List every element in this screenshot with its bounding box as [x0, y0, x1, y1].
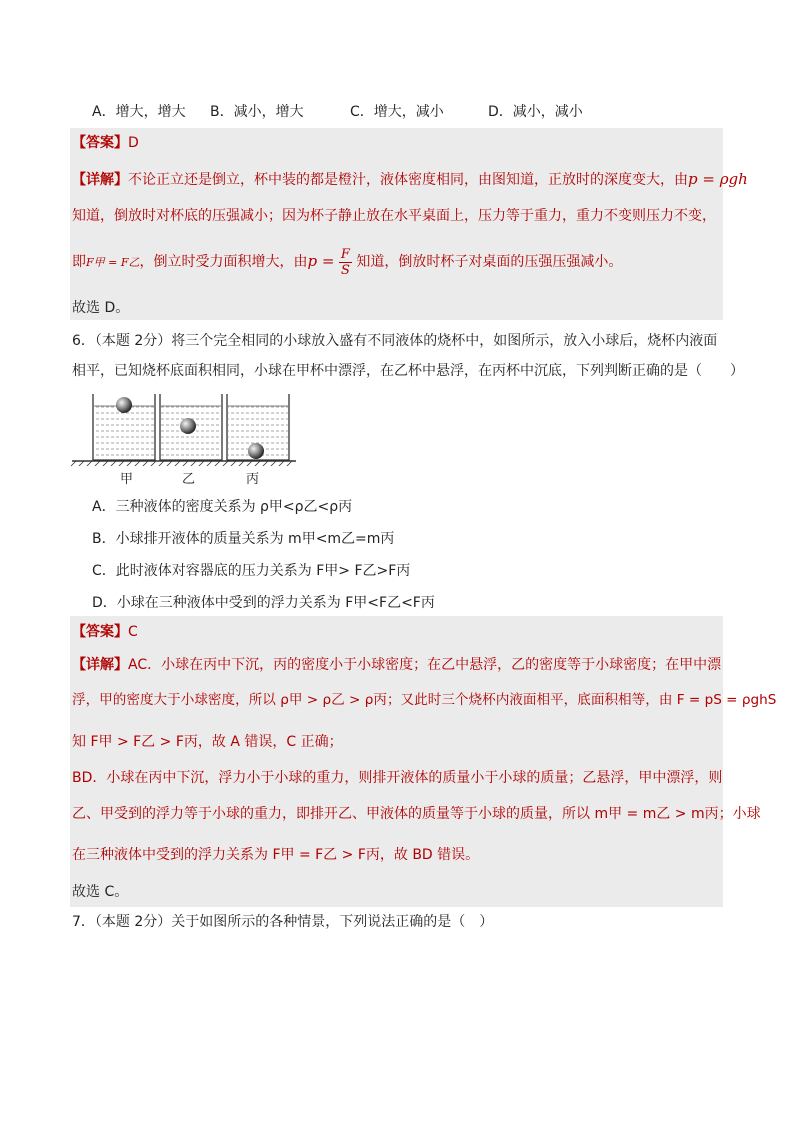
q5-detail-text-3a: 即 — [72, 254, 86, 270]
q6-detail-line-2: 浮，甲的密度大于小球密度，所以 ρ甲 > ρ乙 > ρ丙；又此时三个烧杯内液面相平，底面积相等，由 F = pS = ρghS — [72, 692, 777, 708]
q6-answer — [72, 622, 138, 642]
q6-detail-line-4: BD．小球在丙中下沉，浮力小于小球的重力，则排开液体的质量小于小球的质量；乙悬浮，甲中漂浮，则 — [72, 770, 723, 786]
formula-p: p = — [307, 252, 335, 270]
q5-detail-line-1 — [72, 169, 748, 190]
ball-floating — [116, 397, 132, 413]
q6-option-c: C．此时液体对容器底的压力关系为 F甲> F乙>F丙 — [92, 563, 411, 579]
fraction-f-over-s — [339, 247, 352, 278]
beaker-yi — [160, 394, 222, 460]
q5-detail-line-3 — [72, 244, 622, 280]
beaker-jia — [93, 394, 155, 460]
q6-option-d: D．小球在三种液体中受到的浮力关系为 F甲<F乙<F丙 — [92, 595, 435, 611]
q5-detail-text-3b: ，倒立时受力面积增大，由 — [139, 254, 308, 270]
q5-conclusion: 故选 D。 — [72, 300, 130, 316]
answer-tag: 【答案】 — [72, 624, 128, 640]
beaker-bing — [227, 394, 289, 460]
formula-pressure: p = ρgh — [688, 170, 748, 188]
q5-answer — [72, 133, 139, 153]
q6-detail-text-1: AC．小球在丙中下沉，丙的密度小于小球密度；在乙中悬浮，乙的密度等于小球密度；在甲中漂 — [128, 657, 722, 673]
label-jia: 甲 — [120, 472, 134, 487]
label-bing: 丙 — [246, 472, 260, 487]
answer-value: C — [128, 624, 138, 640]
q6-detail-line-5: 乙、甲受到的浮力等于小球的重力，即排开乙、甲液体的质量等于小球的质量，所以 m甲 = m乙 > m丙；小球 — [72, 806, 761, 822]
detail-tag: 【详解】 — [72, 657, 128, 673]
q6-detail-line-3: 知 F甲 > F乙 > F丙，故 A 错误，C 正确； — [72, 734, 343, 750]
answer-tag: 【答案】 — [72, 135, 128, 151]
q5-detail-text-1: 不论正立还是倒立，杯中装的都是橙汁，液体密度相同，由图知道，正放时的深度变大，由 — [128, 172, 688, 188]
formula-force-equal: F甲 = F乙 — [86, 256, 140, 269]
label-yi: 乙 — [182, 472, 196, 487]
q6-option-a: A．三种液体的密度关系为 ρ甲<ρ乙<ρ丙 — [92, 499, 353, 515]
q5-options — [92, 102, 583, 122]
detail-tag: 【详解】 — [72, 172, 128, 188]
ball-suspended — [180, 418, 196, 434]
q6-conclusion: 故选 C。 — [72, 884, 129, 900]
answer-value: D — [128, 135, 139, 151]
q6-detail-line-6: 在三种液体中受到的浮力关系为 F甲 = F乙 > F丙，故 BD 错误。 — [72, 847, 480, 863]
q5-detail-text-3c: 知道，倒放时杯子对桌面的压强压强减小。 — [351, 254, 623, 270]
q5-option-c: C．增大，减小 — [350, 104, 444, 120]
ball-sunk — [248, 443, 264, 459]
fraction-numerator: F — [340, 246, 350, 262]
q5-detail-line-2: 知道，倒放时对杯底的压强减小；因为杯子静止放在水平桌面上，压力等于重力，重力不变则压力不变， — [72, 208, 716, 224]
fraction-denominator: S — [340, 262, 350, 278]
q6-option-b: B．小球排开液体的质量关系为 m甲<m乙=m丙 — [92, 531, 395, 547]
beakers-figure — [70, 392, 300, 487]
q7-stem: 7．（本题 2分）关于如图所示的各种情景，下列说法正确的是（ ） — [72, 914, 494, 930]
q5-option-d: D．减小，减小 — [488, 104, 583, 120]
q6-stem-line-2: 相平，已知烧杯底面积相同，小球在甲杯中漂浮，在乙杯中悬浮，在丙杯中沉底，下列判断正确的是（ ） — [72, 363, 744, 379]
q6-detail-line-1 — [72, 655, 721, 675]
q5-option-a: A．增大，增大 — [92, 104, 186, 120]
q5-option-b: B．减小，增大 — [210, 104, 304, 120]
q6-stem-line-1: 6．（本题 2分）将三个完全相同的小球放入盛有不同液体的烧杯中，如图所示，放入小球后，烧杯内液面 — [72, 333, 718, 349]
